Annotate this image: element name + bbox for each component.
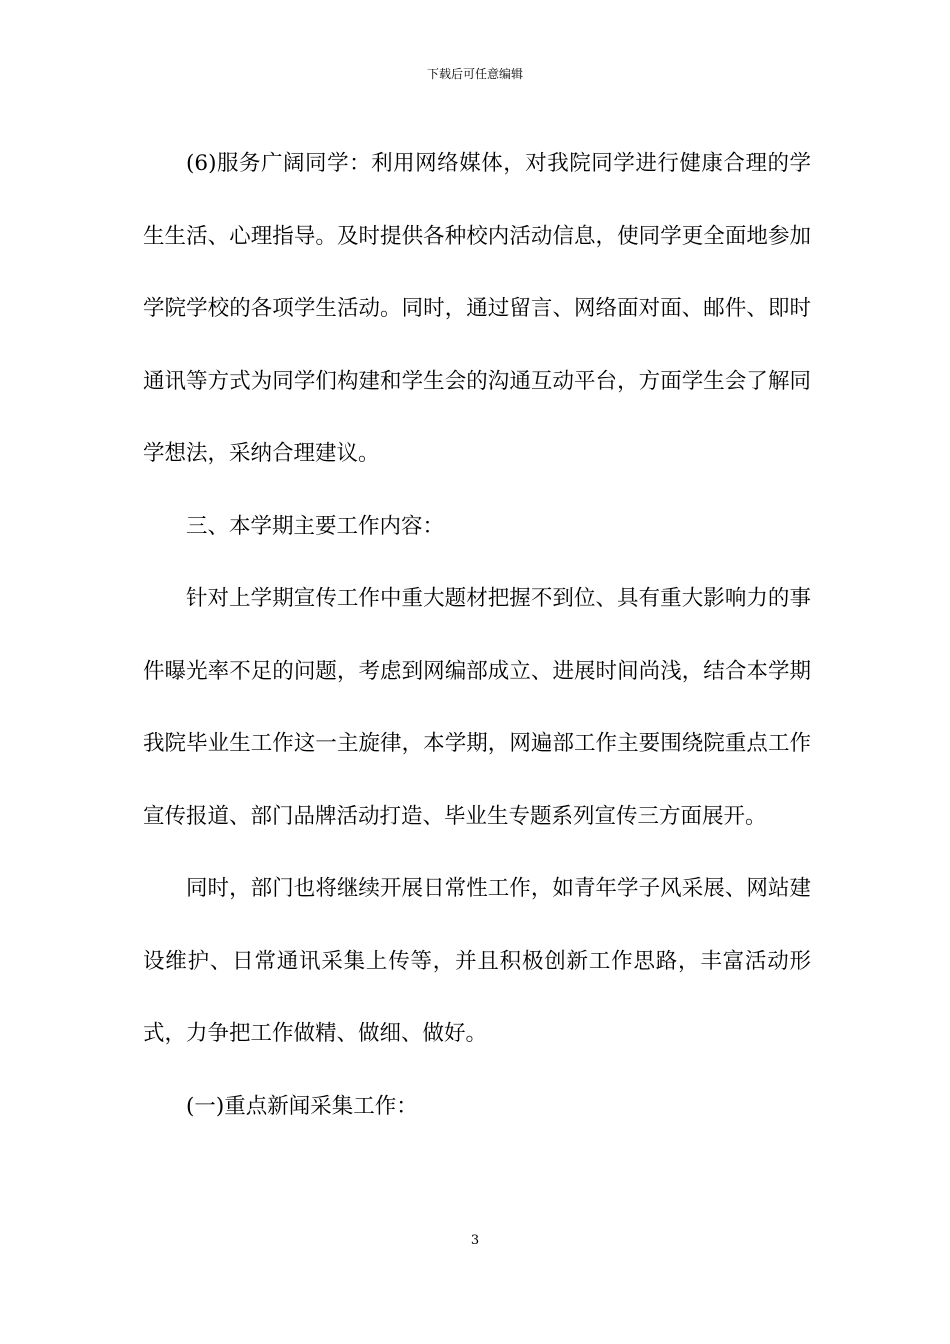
- page-header: 下载后可任意编辑: [426, 67, 523, 81]
- document-body: [143, 128, 811, 1143]
- page-number: 3: [470, 1233, 480, 1248]
- section-heading-work-content: 三、本学期主要工作内容：: [186, 513, 445, 539]
- paragraph-service-students: (6)服务广阔同学：利用网络媒体，对我院同学进行健康合理的学生生活、心理指导。及时提供各种校内活动信息，使同学更全面地参加学院学校的各项学生活动。同时，通过留言、网络面对面、邮件、即时通讯等方式为同学们构建和学生会的沟通互动平台，方面学生会了解同学想法，采纳合理建议。: [143, 151, 811, 466]
- paragraph-daily-work: 同时，部门也将继续开展日常性工作，如青年学子风采展、网站建设维护、日常通讯采集上传等，并且积极创新工作思路，丰富活动形式，力争把工作做精、做细、做好。: [143, 876, 811, 1046]
- subsection-heading-news: (一)重点新闻采集工作：: [186, 1093, 418, 1119]
- paragraph-work-focus: 针对上学期宣传工作中重大题材把握不到位、具有重大影响力的事件曝光率不足的问题，考虑到网编部成立、进展时间尚浅，结合本学期我院毕业生工作这一主旋律，本学期，网遍部工作主要围绕院重点工作宣传报道、部门品牌活动打造、毕业生专题系列宣传三方面展开。: [143, 586, 811, 829]
